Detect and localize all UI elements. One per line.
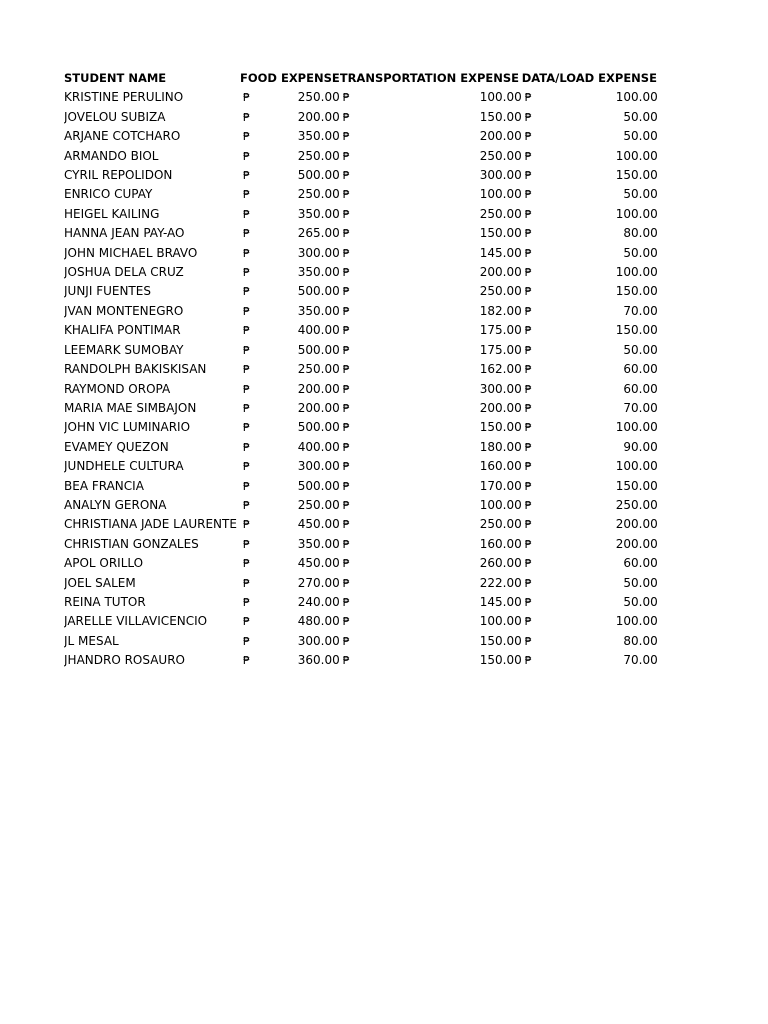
transportation-expense-cell: 160.00 [479, 536, 522, 551]
transportation-expense-cell: 200.00 [479, 129, 522, 144]
transportation-peso-symbol: ₱ [342, 518, 350, 532]
student-name-cell: JOHN MICHAEL BRAVO [64, 245, 198, 260]
student-name-cell: JUNDHELE CULTURA [64, 459, 184, 474]
food-expense-cell: 200.00 [297, 109, 340, 124]
data-peso-symbol: ₱ [524, 266, 532, 280]
student-name-cell: BEA FRANCIA [64, 478, 144, 493]
food-expense-cell: 350.00 [297, 129, 340, 144]
header-row [64, 69, 658, 88]
table-row [64, 477, 658, 496]
table-row [64, 574, 658, 593]
table-row [64, 360, 658, 379]
data-peso-symbol: ₱ [524, 130, 532, 144]
table-row [64, 244, 658, 263]
table-body [64, 88, 658, 670]
food-expense-cell: 250.00 [297, 187, 340, 202]
table-row [64, 166, 658, 185]
food-peso-symbol: ₱ [243, 634, 250, 648]
table-row [64, 185, 658, 204]
transportation-peso-symbol: ₱ [342, 363, 350, 377]
transportation-peso-symbol: ₱ [342, 440, 350, 454]
table-row [64, 399, 658, 418]
transportation-peso-symbol: ₱ [342, 149, 350, 163]
data-load-expense-cell: 50.00 [623, 129, 658, 144]
food-peso-symbol: ₱ [243, 460, 250, 474]
food-peso-symbol: ₱ [243, 382, 250, 396]
student-name-cell: JL MESAL [64, 633, 119, 648]
table-row [64, 496, 658, 515]
transportation-peso-symbol: ₱ [342, 285, 350, 299]
data-load-expense-cell: 200.00 [615, 517, 658, 532]
data-load-expense-cell: 150.00 [615, 284, 658, 299]
student-name-cell: JOVELOU SUBIZA [64, 109, 166, 124]
transportation-expense-cell: 260.00 [479, 556, 522, 571]
transportation-peso-symbol: ₱ [342, 227, 350, 241]
transportation-peso-symbol: ₱ [342, 421, 350, 435]
table-row [64, 263, 658, 282]
transportation-expense-cell: 100.00 [479, 614, 522, 629]
food-peso-symbol: ₱ [243, 246, 250, 260]
data-peso-symbol: ₱ [524, 595, 532, 609]
header-data-load-expense: DATA/LOAD EXPENSE [521, 71, 657, 85]
table-row [64, 147, 658, 166]
header-transportation-expense: TRANSPORTATION EXPENSE [339, 71, 520, 85]
header-food-expense: FOOD EXPENSE [240, 71, 340, 85]
table-row [64, 612, 658, 631]
food-peso-symbol: ₱ [243, 401, 250, 415]
food-peso-symbol: ₱ [243, 266, 250, 280]
table-row [64, 88, 658, 107]
data-peso-symbol: ₱ [524, 479, 532, 493]
data-load-expense-cell: 100.00 [615, 206, 658, 221]
student-name-cell: ARMANDO BIOL [64, 148, 159, 163]
data-peso-symbol: ₱ [524, 169, 532, 183]
food-expense-cell: 500.00 [297, 342, 340, 357]
data-load-expense-cell: 200.00 [615, 536, 658, 551]
transportation-expense-cell: 160.00 [479, 459, 522, 474]
food-expense-cell: 500.00 [297, 420, 340, 435]
data-peso-symbol: ₱ [524, 537, 532, 551]
transportation-peso-symbol: ₱ [342, 110, 350, 124]
food-peso-symbol: ₱ [243, 479, 250, 493]
food-expense-cell: 200.00 [297, 400, 340, 415]
data-peso-symbol: ₱ [524, 460, 532, 474]
expense-sheet [64, 69, 658, 671]
table-row [64, 535, 658, 554]
student-name-cell: CHRISTIANA JADE LAURENTE [64, 517, 237, 532]
food-peso-symbol: ₱ [243, 227, 250, 241]
transportation-peso-symbol: ₱ [342, 557, 350, 571]
table-row [64, 224, 658, 243]
food-expense-cell: 250.00 [297, 90, 340, 105]
table-row [64, 341, 658, 360]
transportation-expense-cell: 145.00 [479, 594, 522, 609]
data-peso-symbol: ₱ [524, 654, 532, 668]
food-expense-cell: 300.00 [297, 633, 340, 648]
transportation-expense-cell: 170.00 [479, 478, 522, 493]
table-row [64, 418, 658, 437]
table-row [64, 282, 658, 301]
transportation-expense-cell: 300.00 [479, 168, 522, 183]
transportation-peso-symbol: ₱ [342, 266, 350, 280]
transportation-expense-cell: 150.00 [479, 226, 522, 241]
student-name-cell: RANDOLPH BAKISKISAN [64, 362, 207, 377]
data-load-expense-cell: 150.00 [615, 478, 658, 493]
data-peso-symbol: ₱ [524, 207, 532, 221]
food-expense-cell: 300.00 [297, 459, 340, 474]
data-load-expense-cell: 60.00 [623, 556, 658, 571]
data-peso-symbol: ₱ [524, 615, 532, 629]
food-peso-symbol: ₱ [243, 576, 250, 590]
data-peso-symbol: ₱ [524, 557, 532, 571]
food-expense-cell: 360.00 [297, 653, 340, 668]
student-name-cell: JOEL SALEM [64, 575, 136, 590]
transportation-expense-cell: 250.00 [479, 284, 522, 299]
table-row [64, 205, 658, 224]
transportation-peso-symbol: ₱ [342, 91, 350, 105]
transportation-expense-cell: 100.00 [479, 90, 522, 105]
data-load-expense-cell: 70.00 [623, 400, 658, 415]
food-expense-cell: 350.00 [297, 303, 340, 318]
data-load-expense-cell: 150.00 [615, 323, 658, 338]
food-peso-symbol: ₱ [243, 149, 250, 163]
table-row [64, 457, 658, 476]
transportation-expense-cell: 180.00 [479, 439, 522, 454]
food-peso-symbol: ₱ [243, 498, 250, 512]
food-peso-symbol: ₱ [243, 110, 250, 124]
transportation-expense-cell: 150.00 [479, 420, 522, 435]
food-expense-cell: 350.00 [297, 206, 340, 221]
data-peso-symbol: ₱ [524, 91, 532, 105]
transportation-peso-symbol: ₱ [342, 188, 350, 202]
student-name-cell: JARELLE VILLAVICENCIO [64, 614, 208, 629]
food-expense-cell: 250.00 [297, 148, 340, 163]
transportation-expense-cell: 250.00 [479, 517, 522, 532]
food-expense-cell: 270.00 [297, 575, 340, 590]
student-name-cell: MARIA MAE SIMBAJON [64, 400, 197, 415]
food-peso-symbol: ₱ [243, 91, 250, 105]
transportation-expense-cell: 150.00 [479, 633, 522, 648]
food-expense-cell: 350.00 [297, 536, 340, 551]
food-peso-symbol: ₱ [243, 421, 250, 435]
transportation-expense-cell: 100.00 [479, 497, 522, 512]
food-expense-cell: 450.00 [297, 556, 340, 571]
table-row [64, 554, 658, 573]
food-expense-cell: 400.00 [297, 323, 340, 338]
transportation-expense-cell: 162.00 [479, 362, 522, 377]
data-peso-symbol: ₱ [524, 188, 532, 202]
table-row [64, 302, 658, 321]
food-expense-cell: 500.00 [297, 168, 340, 183]
transportation-peso-symbol: ₱ [342, 479, 350, 493]
data-load-expense-cell: 100.00 [615, 90, 658, 105]
transportation-peso-symbol: ₱ [342, 382, 350, 396]
data-peso-symbol: ₱ [524, 149, 532, 163]
food-peso-symbol: ₱ [243, 343, 250, 357]
transportation-peso-symbol: ₱ [342, 343, 350, 357]
student-name-cell: CHRISTIAN GONZALES [64, 536, 199, 551]
transportation-peso-symbol: ₱ [342, 130, 350, 144]
table-row [64, 632, 658, 651]
student-name-cell: APOL ORILLO [64, 556, 144, 571]
student-name-cell: JVAN MONTENEGRO [64, 303, 184, 318]
food-peso-symbol: ₱ [243, 324, 250, 338]
data-peso-symbol: ₱ [524, 285, 532, 299]
student-name-cell: CYRIL REPOLIDON [64, 168, 173, 183]
data-load-expense-cell: 90.00 [623, 439, 658, 454]
data-load-expense-cell: 60.00 [623, 362, 658, 377]
transportation-expense-cell: 200.00 [479, 400, 522, 415]
student-name-cell: REINA TUTOR [64, 594, 146, 609]
student-name-cell: JHANDRO ROSAURO [64, 653, 185, 668]
data-load-expense-cell: 70.00 [623, 303, 658, 318]
food-peso-symbol: ₱ [243, 557, 250, 571]
food-peso-symbol: ₱ [243, 207, 250, 221]
data-load-expense-cell: 80.00 [623, 633, 658, 648]
student-name-cell: ANALYN GERONA [64, 497, 167, 512]
transportation-expense-cell: 250.00 [479, 206, 522, 221]
food-peso-symbol: ₱ [243, 285, 250, 299]
food-expense-cell: 450.00 [297, 517, 340, 532]
data-peso-symbol: ₱ [524, 498, 532, 512]
transportation-expense-cell: 222.00 [479, 575, 522, 590]
food-expense-cell: 250.00 [297, 362, 340, 377]
transportation-peso-symbol: ₱ [342, 207, 350, 221]
data-load-expense-cell: 50.00 [623, 342, 658, 357]
table-row [64, 127, 658, 146]
food-expense-cell: 480.00 [297, 614, 340, 629]
food-peso-symbol: ₱ [243, 440, 250, 454]
food-expense-cell: 500.00 [297, 478, 340, 493]
transportation-peso-symbol: ₱ [342, 304, 350, 318]
transportation-peso-symbol: ₱ [342, 460, 350, 474]
data-load-expense-cell: 50.00 [623, 575, 658, 590]
transportation-expense-cell: 182.00 [479, 303, 522, 318]
transportation-peso-symbol: ₱ [342, 324, 350, 338]
student-name-cell: EVAMEY QUEZON [64, 439, 169, 454]
data-load-expense-cell: 100.00 [615, 265, 658, 280]
food-expense-cell: 500.00 [297, 284, 340, 299]
data-peso-symbol: ₱ [524, 382, 532, 396]
data-load-expense-cell: 250.00 [615, 497, 658, 512]
transportation-peso-symbol: ₱ [342, 537, 350, 551]
data-peso-symbol: ₱ [524, 401, 532, 415]
transportation-peso-symbol: ₱ [342, 615, 350, 629]
student-name-cell: KRISTINE PERULINO [64, 90, 184, 105]
data-load-expense-cell: 60.00 [623, 381, 658, 396]
transportation-peso-symbol: ₱ [342, 169, 350, 183]
transportation-expense-cell: 250.00 [479, 148, 522, 163]
data-peso-symbol: ₱ [524, 518, 532, 532]
transportation-peso-symbol: ₱ [342, 401, 350, 415]
student-name-cell: HEIGEL KAILING [64, 206, 160, 221]
header-student-name: STUDENT NAME [64, 71, 167, 85]
student-name-cell: JOSHUA DELA CRUZ [64, 265, 184, 280]
student-name-cell: KHALIFA PONTIMAR [64, 323, 181, 338]
data-load-expense-cell: 100.00 [615, 148, 658, 163]
transportation-peso-symbol: ₱ [342, 246, 350, 260]
transportation-expense-cell: 200.00 [479, 265, 522, 280]
transportation-expense-cell: 145.00 [479, 245, 522, 260]
transportation-expense-cell: 300.00 [479, 381, 522, 396]
food-peso-symbol: ₱ [243, 518, 250, 532]
transportation-peso-symbol: ₱ [342, 576, 350, 590]
student-name-cell: RAYMOND OROPA [64, 381, 171, 396]
food-expense-cell: 350.00 [297, 265, 340, 280]
transportation-expense-cell: 175.00 [479, 323, 522, 338]
data-load-expense-cell: 50.00 [623, 109, 658, 124]
table-row [64, 593, 658, 612]
expense-table [64, 69, 658, 671]
food-expense-cell: 265.00 [297, 226, 340, 241]
data-load-expense-cell: 80.00 [623, 226, 658, 241]
transportation-peso-symbol: ₱ [342, 654, 350, 668]
data-load-expense-cell: 50.00 [623, 187, 658, 202]
data-peso-symbol: ₱ [524, 343, 532, 357]
table-row [64, 438, 658, 457]
food-peso-symbol: ₱ [243, 304, 250, 318]
data-load-expense-cell: 150.00 [615, 168, 658, 183]
transportation-peso-symbol: ₱ [342, 595, 350, 609]
food-peso-symbol: ₱ [243, 595, 250, 609]
data-peso-symbol: ₱ [524, 576, 532, 590]
data-load-expense-cell: 100.00 [615, 459, 658, 474]
food-peso-symbol: ₱ [243, 130, 250, 144]
table-row [64, 108, 658, 127]
data-peso-symbol: ₱ [524, 110, 532, 124]
food-expense-cell: 250.00 [297, 497, 340, 512]
food-expense-cell: 300.00 [297, 245, 340, 260]
data-load-expense-cell: 50.00 [623, 594, 658, 609]
transportation-peso-symbol: ₱ [342, 634, 350, 648]
data-peso-symbol: ₱ [524, 304, 532, 318]
data-peso-symbol: ₱ [524, 634, 532, 648]
student-name-cell: ARJANE COTCHARO [64, 129, 181, 144]
food-expense-cell: 400.00 [297, 439, 340, 454]
data-peso-symbol: ₱ [524, 324, 532, 338]
data-peso-symbol: ₱ [524, 421, 532, 435]
data-peso-symbol: ₱ [524, 363, 532, 377]
food-peso-symbol: ₱ [243, 188, 250, 202]
food-peso-symbol: ₱ [243, 363, 250, 377]
transportation-expense-cell: 150.00 [479, 653, 522, 668]
table-row [64, 321, 658, 340]
student-name-cell: ENRICO CUPAY [64, 187, 153, 202]
food-expense-cell: 200.00 [297, 381, 340, 396]
transportation-expense-cell: 100.00 [479, 187, 522, 202]
data-load-expense-cell: 100.00 [615, 614, 658, 629]
student-name-cell: HANNA JEAN PAY-AO [64, 226, 185, 241]
data-load-expense-cell: 70.00 [623, 653, 658, 668]
food-peso-symbol: ₱ [243, 615, 250, 629]
transportation-expense-cell: 175.00 [479, 342, 522, 357]
food-peso-symbol: ₱ [243, 537, 250, 551]
data-peso-symbol: ₱ [524, 227, 532, 241]
student-name-cell: LEEMARK SUMOBAY [64, 342, 184, 357]
food-expense-cell: 240.00 [297, 594, 340, 609]
data-peso-symbol: ₱ [524, 440, 532, 454]
student-name-cell: JOHN VIC LUMINARIO [64, 420, 191, 435]
student-name-cell: JUNJI FUENTES [64, 284, 151, 299]
food-peso-symbol: ₱ [243, 169, 250, 183]
table-row [64, 380, 658, 399]
transportation-expense-cell: 150.00 [479, 109, 522, 124]
data-load-expense-cell: 50.00 [623, 245, 658, 260]
transportation-peso-symbol: ₱ [342, 498, 350, 512]
data-peso-symbol: ₱ [524, 246, 532, 260]
table-row [64, 515, 658, 534]
food-peso-symbol: ₱ [243, 654, 250, 668]
table-row [64, 651, 658, 670]
data-load-expense-cell: 100.00 [615, 420, 658, 435]
